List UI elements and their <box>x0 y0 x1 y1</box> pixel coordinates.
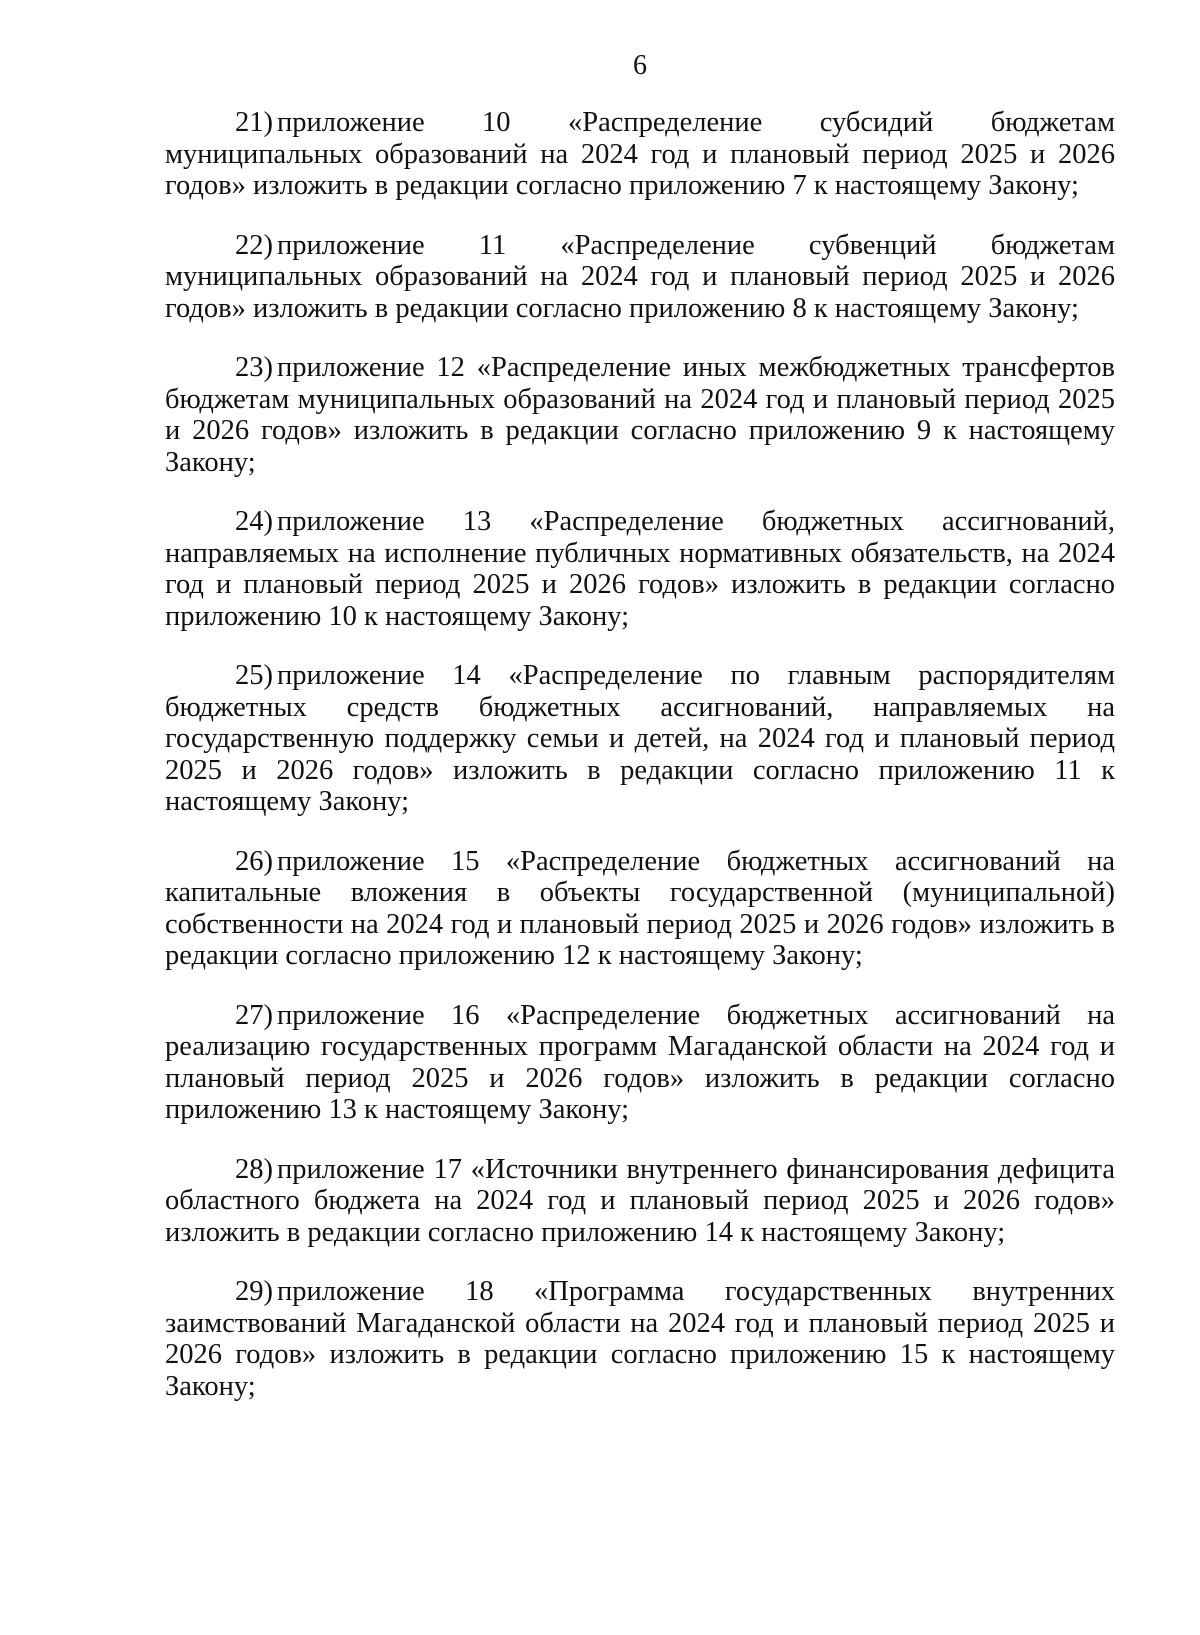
item-number: 25) <box>235 660 273 691</box>
item-text: приложение 18 «Программа государственных внутренних заимствований Магаданской области на 2024 год и плановый период 2025 и 2026 годов» изложить в редакции согласно приложению 15 к настоящему Закону; <box>165 1276 1115 1402</box>
document-body <box>165 107 1115 1430</box>
item-number: 26) <box>235 845 273 877</box>
item-number: 29) <box>235 1276 273 1307</box>
item-text: приложение 10 «Распределение субсидий бюджетам муниципальных образований на 2024 год и плановый период 2025 и 2026 годов» изложить в редакции согласно приложению 7 к настоящему Закону; <box>165 107 1115 201</box>
page-number: 6 <box>633 50 647 81</box>
list-item-22 <box>165 230 1115 325</box>
item-number: 23) <box>235 352 273 383</box>
item-text: приложение 13 «Распределение бюджетных ассигнований, направляемых на исполнение публичных нормативных обязательств, на 2024 год и плановый период 2025 и 2026 годов» изложить в редакции согласно приложению 10 к настоящему Закону; <box>165 506 1115 632</box>
item-text: приложение 17 «Источники внутреннего финансирования дефицита областного бюджета на 2024 год и плановый период 2025 и 2026 годов» изложить в редакции согласно приложению 14 к настоящему Закону; <box>165 1153 1115 1248</box>
item-number: 24) <box>235 506 273 537</box>
item-text: приложение 16 «Распределение бюджетных ассигнований на реализацию государственных программ Магаданской области на 2024 год и плановый период 2025 и 2026 годов» изложить в редакции согласно приложению 13 к настоящему Закону; <box>165 999 1115 1125</box>
item-text: приложение 11 «Распределение субвенций бюджетам муниципальных образований на 2024 год и плановый период 2025 и 2026 годов» изложить в редакции согласно приложению 8 к настоящему Закону; <box>165 229 1115 324</box>
list-item-25 <box>165 660 1115 818</box>
item-text: приложение 15 «Распределение бюджетных ассигнований на капитальные вложения в объекты государственной (муниципальной) собственности на 2024 год и плановый период 2025 и 2026 годов» изложить в редакции согласно приложению 12 к настоящему Закону; <box>165 845 1115 971</box>
item-number: 22) <box>235 229 273 261</box>
list-item-28 <box>165 1154 1115 1249</box>
list-item-29 <box>165 1276 1115 1402</box>
item-number: 28) <box>235 1153 273 1185</box>
item-text: приложение 14 «Распределение по главным распорядителям бюджетных средств бюджетных ассигнований, направляемых на государственную поддержку семьи и детей, на 2024 год и плановый период 2025 и 2026 годов» изложить в редакции согласно приложению 11 к настоящему Закону; <box>165 660 1115 817</box>
item-number: 27) <box>235 999 273 1031</box>
list-item-26 <box>165 846 1115 972</box>
list-item-24 <box>165 506 1115 632</box>
list-item-27 <box>165 1000 1115 1126</box>
item-number: 21) <box>235 107 273 138</box>
list-item-21 <box>165 107 1115 202</box>
item-text: приложение 12 «Распределение иных межбюджетных трансфертов бюджетам муниципальных образований на 2024 год и плановый период 2025 и 2026 годов» изложить в редакции согласно приложению 9 к настоящему Закону; <box>165 352 1115 478</box>
list-item-23 <box>165 352 1115 478</box>
